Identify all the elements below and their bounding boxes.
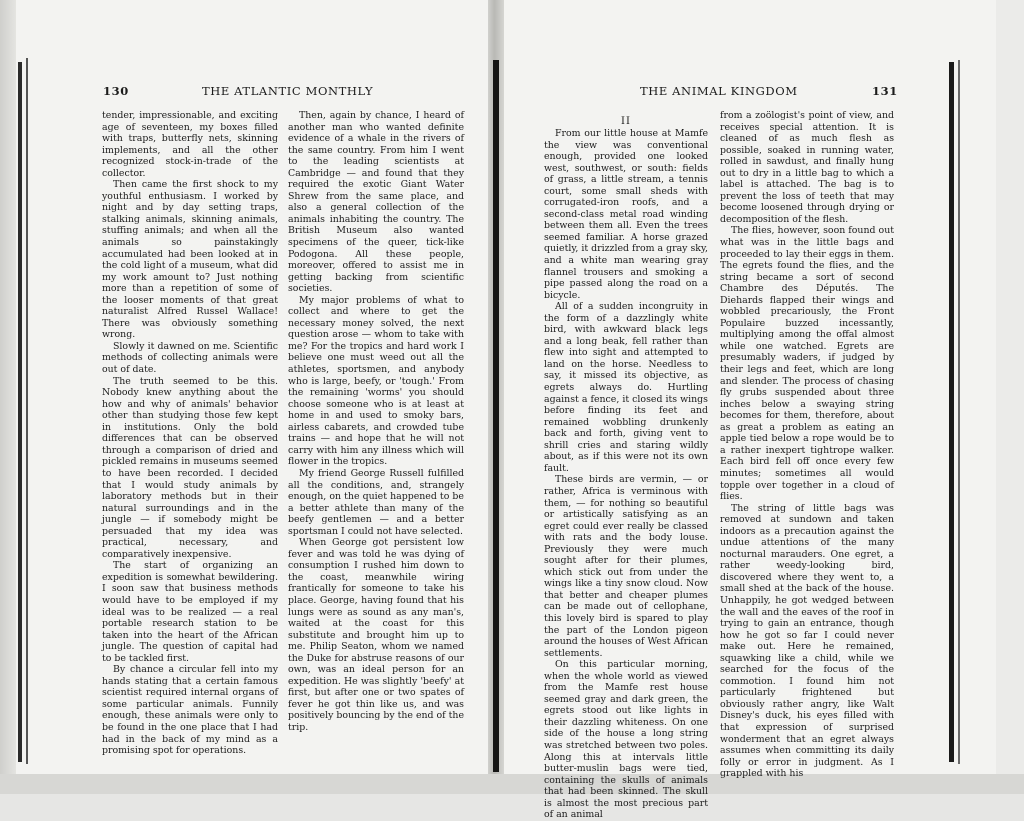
paragraph: The flies, however, soon found out what was in the little bags and proceeded to lay their eggs in them. The egrets found the flies, and the string became a sort of second Chambre des Députés. The Diehards flapped their wings and wobbled precariously, the Front Populaire buzzed incessantly, multiplying among the offal almost while one watched. Egrets are presumably waders, if judged by their legs and feet, which are long and slender. The process of chasing fly grubs suspended about three inches below a swaying string becomes for them, therefore, about as great a problem as eating an apple tied below a rope would be to a rather inexpert tightrope walker. Each bird fell off once every few minutes; sometimes all would topple over together in a cloud of flies.: [720, 225, 894, 503]
paragraph: Then came the first shock to my youthful enthusiasm. I worked by night and by day setting traps, stalking animals, skinning animals, stuffing animals; and when all the animals so painstakingly accumulated had been looked at in the cold light of a museum, what did my work amount to? Just nothing more than a repetition of some of the looser moments of that great naturalist Alfred Russel Wallace! There was obviously something wrong.: [102, 179, 278, 341]
paragraph: These birds are vermin, — or rather, Africa is verminous with them, — for nothing so beautiful or artistically satisfying as an egret could ever really be classed with rats and the body louse. Previously they were much sought after for their plumes, which stick out from under the wings like a tiny snow cloud. Now that better and cheaper plumes can be made out of cellophane, this lovely bird is spared to play the part of the London pigeon around the houses of West African settlements.: [544, 474, 708, 659]
left-binding-line: [26, 58, 28, 764]
right-column-2: [720, 110, 894, 780]
paragraph: My major problems of what to collect and where to get the necessary money solved, the next question arose — whom to take with me? For the tropics and hard work I believe one must weed out all the athletes, sportsmen, and anybody who is large, beefy, or 'tough.' From the remaining 'worms' you should choose someone who is at least at home in and used to smoky bars, airless cabarets, and crowded tube trains — and hope that he will not carry with him any illness which will flower in the tropics.: [288, 294, 464, 468]
left-page-number: 130: [103, 84, 129, 98]
paragraph: Slowly it dawned on me. Scientific methods of collecting animals were out of date.: [102, 340, 278, 376]
paragraph: from a zoölogist's point of view, and receives special attention. It is cleaned of as much flesh as possible, soaked in running water, rolled in sawdust, and finally hung out to dry in a little bag to which a label is attached. The bag is to prevent the loss of teeth that may become loosened through drying or decomposition of the flesh.: [720, 110, 894, 225]
scan-edge-right: [996, 0, 1024, 774]
scan-edge-left: [0, 0, 16, 794]
left-binding-shadow: [18, 62, 22, 762]
left-running-head: THE ATLANTIC MONTHLY: [202, 84, 374, 98]
paragraph: All of a sudden incongruity in the form of a dazzlingly white bird, with awkward black legs and a long beak, fell rather than flew into sight and attempted to land on the horse. Needless to say, it missed its objective, as egrets always do. Hurtling against a fence, it closed its wings before finding its feet and remained wobbling drunkenly back and forth, giving vent to shrill cries and staring wildly about, as if this were not its own fault.: [544, 301, 708, 474]
right-page-number: 131: [872, 84, 898, 98]
paragraph: The truth seemed to be this. Nobody knew anything about the how and why of animals' behavior other than studying those few kept in institutions. Only the bold differences that can be observed through a comparison of dried and pickled remains in museums seemed to have been recorded. I decided that I would study animals by laboratory methods but in their natural surroundings and in the jungle — if somebody might be persuaded that my idea was practical, necessary, and comparatively inexpensive.: [102, 375, 278, 560]
paragraph: The start of organizing an expedition is somewhat bewildering. I soon saw that business methods would have to be employed if my ideal was to be realized — a real portable research station to be taken into the heart of the African jungle. The question of capital had to be tackled first.: [102, 560, 278, 664]
paragraph: tender, impressionable, and exciting age of seventeen, my boxes filled with traps, butterfly nets, skinning implements, and all the other recognized stock-in-trade of the collector.: [102, 110, 278, 179]
paragraph: From our little house at Mamfe the view was conventional enough, provided one looked west, southwest, or south: fields of grass, a little stream, a tennis court, some small sheds with corrugated-iron roofs, and a second-class metal road winding between them all. Even the trees seemed familiar. A horse grazed quietly, it drizzled from a gray sky, and a white man wearing gray flannel trousers and smoking a pipe passed along the road on a bicycle.: [544, 128, 708, 301]
center-binding-shadow: [493, 60, 499, 772]
left-column-2: [288, 110, 464, 734]
paragraph: The string of little bags was removed at sundown and taken indoors as a precaution against the undue attentions of the many nocturnal marauders. One egret, a rather weedy-looking bird, discovered where they went to, a small shed at the back of the house. Unhappily, he got wedged between the wall and the eaves of the roof in trying to gain an entrance, though how he got so far I could never make out. Here he remained, squawking like a child, while we searched for the focus of the commotion. I found him not particularly frightened but obviously rather angry, like Walt Disney's duck, his eyes filled with that expression of surprised wonderment that an egret always assumes when committing its daily folly or error in judgment. As I grappled with his: [720, 502, 894, 780]
right-binding-shadow: [949, 62, 954, 762]
paragraph: My friend George Russell fulfilled all the conditions, and, strangely enough, on the quiet happened to be a better athlete than many of the beefy gentlemen — and a better sportsman I could not have selected.: [288, 467, 464, 537]
paragraph: On this particular morning, when the whole world as viewed from the Mamfe rest house seemed gray and dark green, the egrets stood out like lights in their dazzling whiteness. On one side of the house a long string was stretched between two poles. Along this at intervals little butter-muslin bags were tied, containing the skulls of animals that had been skinned. The skull is almost the most precious part of an animal: [544, 659, 708, 821]
section-number: II: [621, 116, 631, 127]
left-column-1: [102, 110, 278, 757]
paragraph: Then, again by chance, I heard of another man who wanted definite evidence of a whale in the rivers of the same country. From him I went to the leading scientists at Cambridge — and found that they required the exotic Giant Water Shrew from the same place, and also a general collection of the animals inhabiting the country. The British Museum also wanted specimens of the queer, tick-like Podogona. All these people, moreover, offered to assist me in getting backing from scientific societies.: [288, 110, 464, 295]
right-binding-line: [958, 60, 960, 764]
right-running-head: THE ANIMAL KINGDOM: [640, 84, 798, 98]
right-column-1: [544, 128, 708, 821]
paragraph: By chance a circular fell into my hands stating that a certain famous scientist required internal organs of some particular animals. Funnily enough, these animals were only to be found in the one place that I had had in the back of my mind as a promising spot for operations.: [102, 664, 278, 757]
paragraph: When George got persistent low fever and was told he was dying of consumption I rushed him down to the coast, meanwhile wiring frantically for someone to take his place. George, having found that his lungs were as sound as any man's, waited at the coast for this substitute and brought him up to me. Philip Seaton, whom we named the Duke for abstruse reasons of our own, was an ideal person for an expedition. He was slightly 'beefy' at first, but after one or two spates of fever he got thin like us, and was positively bouncing by the end of the trip.: [288, 537, 464, 733]
